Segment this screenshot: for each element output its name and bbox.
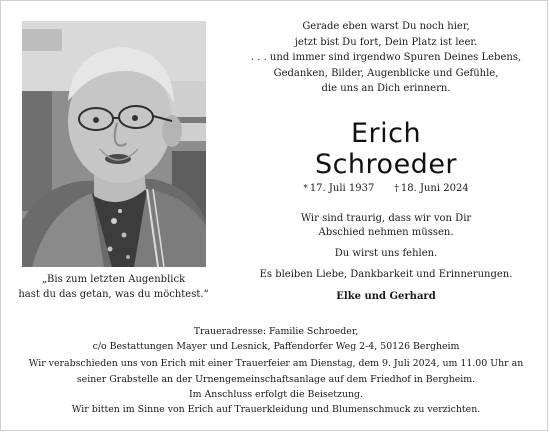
first-name: Erich <box>350 118 422 149</box>
last-name: Schroeder <box>314 149 458 180</box>
photo-caption <box>11 272 216 302</box>
poem-line: . . . und immer sind irgendwo Spuren Deines Lebens, <box>250 52 522 64</box>
caption-line: hast du das getan, was du möchtest.“ <box>18 289 209 300</box>
death-date: 18. Juni 2024 <box>400 183 469 194</box>
address-line: c/o Bestattungen Mayer und Lesnick, Paffendorfer Weg 2-4, 50126 Bergheim <box>92 341 460 353</box>
poem-line: Gerade eben warst Du noch hier, <box>302 21 470 32</box>
ceremony-line: Wir verabschieden uns von Erich mit einer Trauerfeier am Dienstag, dem 9. Juli 2024, um 11.00 Uhr an <box>28 358 524 370</box>
birth-date-group <box>303 182 374 196</box>
portrait-image <box>22 21 206 267</box>
funeral-information <box>21 324 531 417</box>
mourning-line: Abschied nehmen müssen. <box>318 227 454 238</box>
address-line: Traueradresse: Familie Schroeder, <box>193 326 359 337</box>
poem <box>241 19 531 97</box>
life-dates <box>241 182 531 196</box>
ceremony-line: seiner Grabstelle an der Urnengemeinschaftsanlage auf dem Friedhof in Bergheim. <box>76 373 476 385</box>
ceremony-line: Wir bitten im Sinne von Erich auf Trauerkleidung und Blumenschmuck zu verzichten. <box>71 404 481 416</box>
portrait-photo <box>22 21 206 267</box>
mourning-line: Du wirst uns fehlen. <box>334 248 438 259</box>
deceased-name <box>241 118 531 180</box>
poem-line: jetzt bist Du fort, Dein Platz ist leer. <box>294 36 478 48</box>
caption-line: „Bis zum letzten Augenblick <box>41 274 186 285</box>
ceremony-line: Im Anschluss erfolgt die Beisetzung. <box>188 388 364 400</box>
poem-line: die uns an Dich erinnern. <box>321 83 451 95</box>
mourning-line: Wir sind traurig, dass wir von Dir <box>300 213 472 224</box>
signatories: Elke und Gerhard <box>336 291 436 302</box>
mourning-line: Es bleiben Liebe, Dankbarkeit und Erinnerungen. <box>259 269 513 280</box>
mourning-text <box>241 212 531 282</box>
birth-star-icon: * <box>303 184 308 194</box>
death-date-group <box>394 182 468 196</box>
poem-line: Gedanken, Bilder, Augenblicke und Gefühle, <box>273 67 499 79</box>
birth-date: 17. Juli 1937 <box>309 183 375 194</box>
death-cross-icon: † <box>394 184 399 194</box>
